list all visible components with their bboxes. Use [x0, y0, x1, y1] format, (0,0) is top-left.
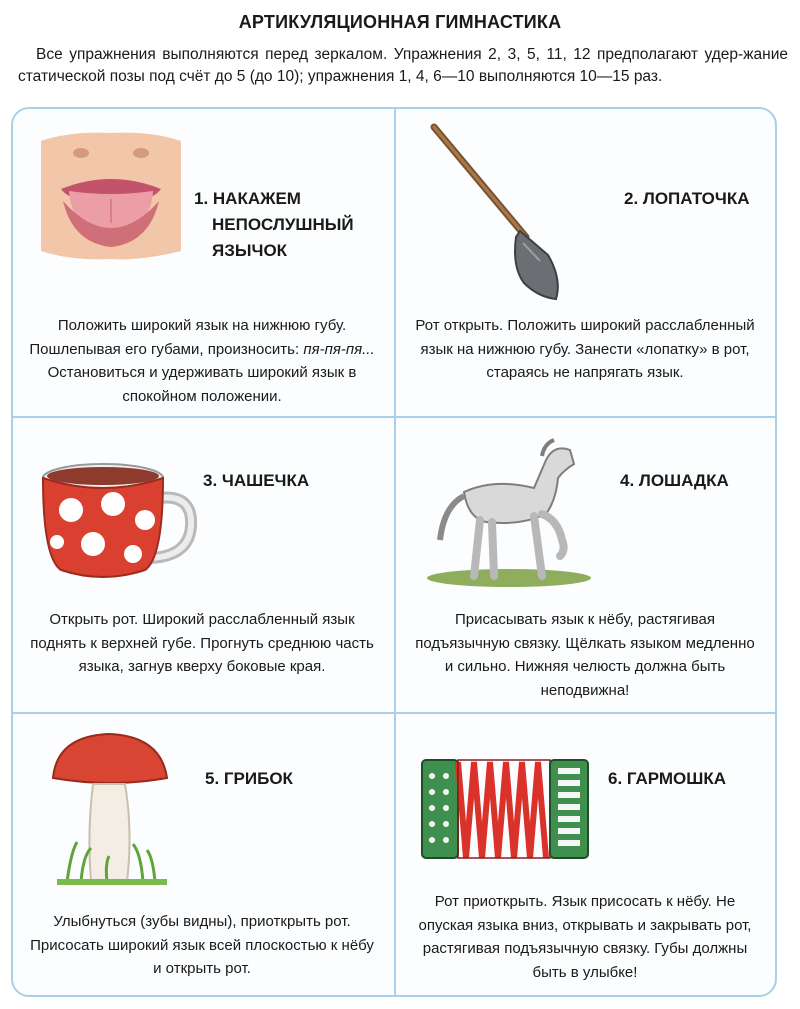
- exercise-title-1-line-3: ЯЗЫЧОК: [212, 241, 288, 260]
- exercise-card-2: [396, 109, 777, 416]
- exercise-text-1-part-1: Положить широкий язык на нижнюю губу. Пошлепывая его губами, произносить:: [29, 317, 347, 358]
- exercise-text-1: [27, 314, 377, 408]
- shovel-icon: [426, 119, 566, 309]
- exercise-title-3: 3. ЧАШЕЧКА: [203, 471, 310, 490]
- exercise-title-5: 5. ГРИБОК: [205, 769, 293, 788]
- exercise-title-4: 4. ЛОШАДКА: [620, 471, 729, 490]
- mushroom-icon: [47, 732, 177, 892]
- exercise-title-1: [194, 186, 354, 264]
- exercise-title-1-line-1: 1. НАКАЖЕМ: [194, 189, 301, 208]
- exercise-card-5: [13, 714, 394, 997]
- exercise-text-1-italic: пя-пя-пя...: [303, 340, 375, 358]
- exercise-text-3: Открыть рот. Широкий расслабленный язык поднять к верхней губе. Прогнуть среднюю часть языка, загнув кверху боковые края.: [30, 611, 374, 675]
- intro-paragraph: Все упражнения выполняются перед зеркалом. Упражнения 2, 3, 5, 11, 12 предполагают удер-жание статической позы под счёт до 5 (до 10); упражнения 1, 4, 6—10 выполняются 10—15 раз.: [18, 46, 788, 85]
- exercise-text-2: Рот открыть. Положить широкий расслабленный язык на нижнюю губу. Занести «лопатку» в рот, стараясь не напрягать язык.: [415, 317, 755, 381]
- accordion-icon: [420, 754, 590, 864]
- page-title: АРТИКУЛЯЦИОННАЯ ГИМНАСТИКА: [238, 12, 562, 32]
- horse-icon: [424, 430, 594, 590]
- exercise-card-3: [13, 418, 394, 712]
- tongue-mouth-icon: [41, 131, 181, 261]
- exercise-title-6: 6. ГАРМОШКА: [608, 769, 726, 788]
- exercise-title-2: 2. ЛОПАТОЧКА: [624, 189, 750, 208]
- exercise-card-4: [396, 418, 777, 712]
- exercise-grid: [11, 107, 777, 997]
- exercise-text-4: Присасывать язык к нёбу, растягивая подъязычную связку. Щёлкать языком медленно и сильно. Нижняя челюсть должна быть неподвижна!: [415, 611, 755, 699]
- exercise-title-1-line-2: НЕПОСЛУШНЫЙ: [212, 215, 354, 234]
- exercise-text-1-part-2: Остановиться и удерживать широкий язык в спокойном положении.: [47, 364, 357, 405]
- exercise-card-6: [396, 714, 777, 997]
- exercise-text-6: Рот приоткрыть. Язык присосать к нёбу. Не опуская языка вниз, открывать и закрывать рот, растягивая подъязычную связку. Губы должны быть в улыбке!: [418, 893, 752, 981]
- exercise-card-1: [13, 109, 394, 416]
- exercise-text-5: Улыбнуться (зубы видны), приоткрыть рот. Присосать широкий язык всей плоскостью к нёбу и открыть рот.: [30, 913, 374, 977]
- cup-icon: [41, 458, 201, 583]
